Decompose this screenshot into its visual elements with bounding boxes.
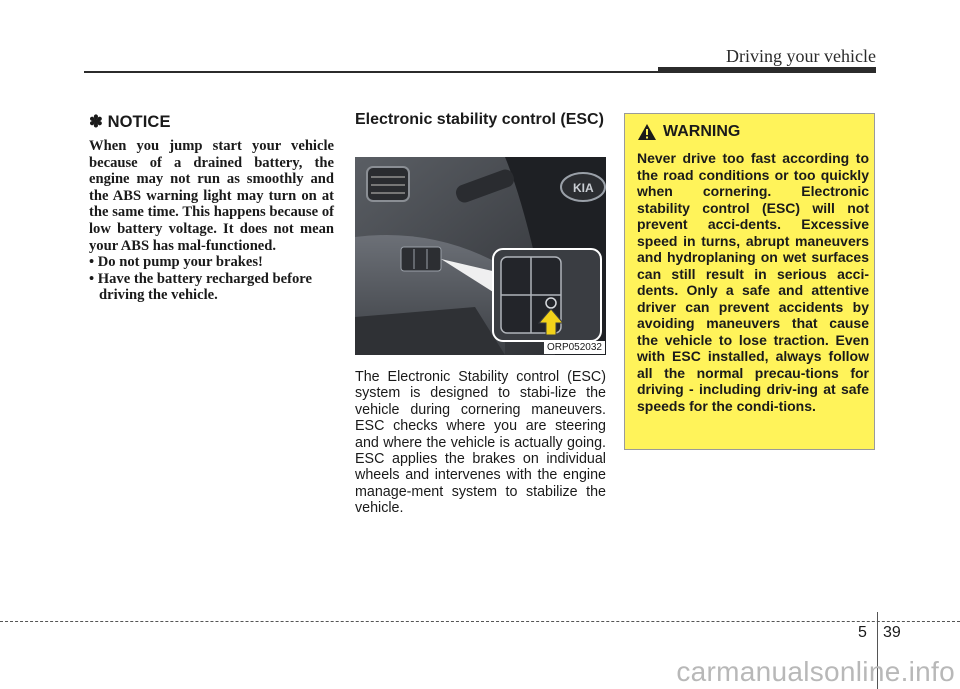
notice-section — [89, 112, 334, 304]
warning-box — [624, 113, 875, 450]
page-header-title: Driving your vehicle — [726, 46, 876, 66]
esc-body: The Electronic Stability control (ESC) system is designed to stabi-lize the vehicle during cornering maneuvers. ESC checks where you are steering and where the vehicle is actually going. ESC applies the brakes on individual wheels and intervenes with the engine manage-ment system to stabilize the vehicle. — [355, 369, 606, 517]
watermark: carmanualsonline.info — [676, 656, 955, 687]
notice-body: When you jump start your vehicle because of a drained battery, the engine may not run as smoothly and the ABS warning light may turn on at the same time. This happens because of low battery voltage. It does not mean your ABS has mal-functioned. — [89, 138, 334, 254]
warning-body: Never drive too fast according to the road conditions or too quickly when cornering. Electronic stability control (ESC) will not prevent acci-dents. Excessive speed in turns, abrupt maneuvers and hydroplaning on wet surfaces can still result in serious acci-dents. Only a safe and attentive driver can prevent accidents by avoiding maneuvers that cause the vehicle to lose traction. Even with ESC installed, always follow all the normal precau-tions for driving - including driv-ing at safe speeds for the condi-tions. — [637, 150, 869, 414]
esc-switch-photo — [355, 157, 606, 355]
warning-triangle-icon — [637, 123, 657, 141]
notice-bullet: • Have the battery recharged before driving the vehicle. — [89, 270, 313, 304]
notice-bullet-list — [89, 254, 334, 304]
page-number: 39 — [883, 624, 901, 641]
dashboard-illustration — [355, 157, 606, 355]
header-rule-accent — [658, 67, 876, 73]
footer-rule — [0, 621, 960, 622]
figure-code: ORP052032 — [544, 341, 605, 354]
notice-title: ✽ NOTICE — [89, 113, 171, 131]
section-title: Electronic stability control (ESC) — [355, 111, 604, 128]
svg-text:KIA: KIA — [573, 181, 594, 195]
notice-bullet: • Do not pump your brakes! — [89, 254, 263, 271]
esc-section — [355, 111, 606, 128]
chapter-number: 5 — [858, 624, 867, 641]
warning-title: WARNING — [663, 123, 741, 140]
warning-header — [637, 123, 740, 141]
